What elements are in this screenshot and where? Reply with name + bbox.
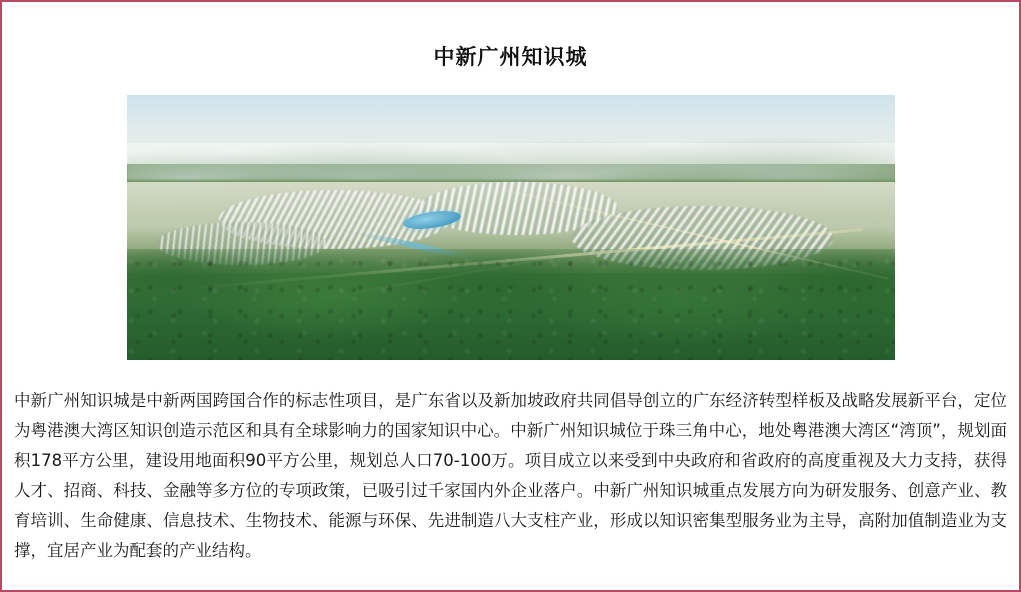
document-content: [2, 2, 1019, 590]
page-title: 中新广州知识城: [433, 45, 588, 69]
body-paragraph: 中新广州知识城是中新两国跨国合作的标志性项目，是广东省以及新加坡政府共同倡导创立的广东经济转型样板及战略发展新平台，定位为粤港澳大湾区知识创造示范区和具有全球影响力的国家知识中心。中新广州知识城位于珠三角中心，地处粤港澳大湾区“湾顶”，规划面积178平方公里，建设用地面积90平方公里，规划总人口70-100万。项目成立以来受到中央政府和省政府的高度重视及大力支持，获得人才、招商、科技、金融等多方位的专项政策，已吸引过千家国内外企业落户。中新广州知识城重点发展方向为研发服务、创意产业、教育培训、生命健康、信息技术、生物技术、能源与环保、先进制造八大支柱产业，形成以知识密集型服务业为主导，高附加值制造业为支撑，宜居产业为配套的产业结构。: [14, 391, 1007, 561]
forest-texture: [127, 243, 895, 360]
figure-container: [2, 95, 1019, 360]
aerial-city-rendering-image: [127, 95, 895, 360]
